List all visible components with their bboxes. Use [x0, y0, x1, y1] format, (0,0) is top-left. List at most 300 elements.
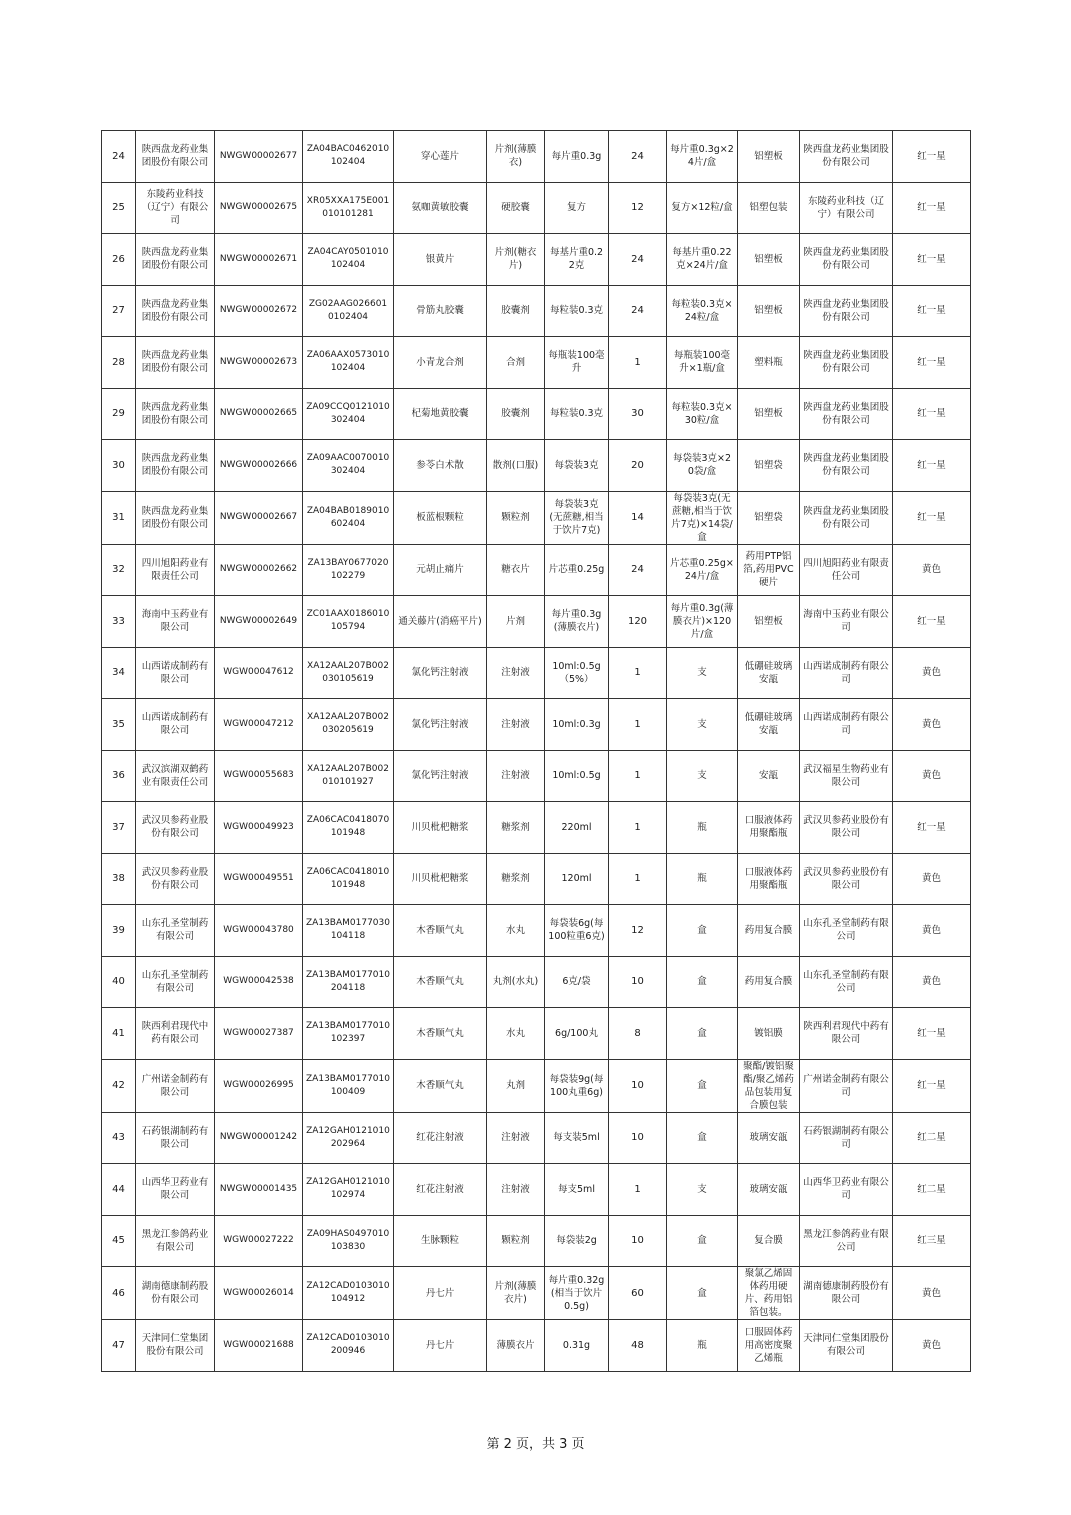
table-body: [102, 131, 971, 1372]
cell-registration-code: WGW00047612: [215, 647, 303, 699]
drug-list-table: [101, 130, 971, 1372]
cell-manufacturer: 陕西盘龙药业集团股份有限公司: [136, 131, 215, 183]
cell-dosage-form: 水丸: [487, 905, 545, 957]
cell-dosage-form: 糖浆剂: [487, 853, 545, 905]
cell-manufacturer: 陕西盘龙药业集团股份有限公司: [136, 234, 215, 286]
cell-packaging-material: 铝塑袋: [738, 491, 800, 544]
cell-product-code: ZC01AAX0186010105794: [303, 596, 394, 648]
cell-drug-name: 骨筋丸胶囊: [394, 285, 487, 337]
cell-row-number: 37: [102, 802, 136, 854]
cell-row-number: 43: [102, 1112, 136, 1164]
cell-row-number: 40: [102, 956, 136, 1008]
cell-row-number: 41: [102, 1008, 136, 1060]
cell-manufacturer: 山东孔圣堂制药有限公司: [136, 905, 215, 957]
cell-packaging-material: 铝塑板: [738, 234, 800, 286]
cell-packaging-material: 复合膜: [738, 1215, 800, 1267]
cell-status-level: 红一星: [893, 440, 971, 492]
cell-product-code: ZA09CCQ0121010302404: [303, 388, 394, 440]
cell-listing-company: 陕西盘龙药业集团股份有限公司: [800, 131, 893, 183]
cell-manufacturer: 山西华卫药业有限公司: [136, 1164, 215, 1216]
cell-product-code: ZG02AAG0266010102404: [303, 285, 394, 337]
cell-product-code: ZA06CAC0418070101948: [303, 802, 394, 854]
cell-manufacturer: 陕西盘龙药业集团股份有限公司: [136, 491, 215, 544]
cell-drug-name: 木香顺气丸: [394, 1008, 487, 1060]
cell-listing-company: 天津同仁堂集团股份有限公司: [800, 1320, 893, 1372]
cell-registration-code: NWGW00001435: [215, 1164, 303, 1216]
table-row: [102, 182, 971, 234]
cell-pack-quantity: 1: [609, 699, 667, 751]
cell-listing-company: 武汉贝参药业股份有限公司: [800, 853, 893, 905]
cell-pack-quantity: 48: [609, 1320, 667, 1372]
cell-packaging-material: 铝塑板: [738, 388, 800, 440]
table-row: [102, 1267, 971, 1320]
cell-pack-quantity: 1: [609, 1164, 667, 1216]
cell-row-number: 28: [102, 337, 136, 389]
table-row: [102, 1320, 971, 1372]
cell-pack-quantity: 30: [609, 388, 667, 440]
cell-packaging-material: 口服液体药用聚酯瓶: [738, 802, 800, 854]
cell-row-number: 24: [102, 131, 136, 183]
cell-dosage-form: 片剂(薄膜衣片): [487, 1267, 545, 1320]
table-row: [102, 750, 971, 802]
cell-specification: 0.31g: [545, 1320, 609, 1372]
cell-listing-company: 海南中玉药业有限公司: [800, 596, 893, 648]
cell-status-level: 红二星: [893, 1164, 971, 1216]
cell-package-spec: 盒: [667, 1112, 738, 1164]
cell-registration-code: WGW00049551: [215, 853, 303, 905]
cell-specification: 220ml: [545, 802, 609, 854]
cell-status-level: 黄色: [893, 956, 971, 1008]
cell-packaging-material: 玻璃安瓿: [738, 1164, 800, 1216]
cell-product-code: ZA04CAY0501010102404: [303, 234, 394, 286]
cell-row-number: 38: [102, 853, 136, 905]
cell-pack-quantity: 12: [609, 182, 667, 234]
cell-dosage-form: 注射液: [487, 647, 545, 699]
cell-package-spec: 支: [667, 647, 738, 699]
cell-package-spec: 盒: [667, 905, 738, 957]
cell-listing-company: 陕西盘龙药业集团股份有限公司: [800, 388, 893, 440]
cell-row-number: 31: [102, 491, 136, 544]
cell-manufacturer: 海南中玉药业有限公司: [136, 596, 215, 648]
cell-manufacturer: 陕西盘龙药业集团股份有限公司: [136, 337, 215, 389]
cell-registration-code: NWGW00002667: [215, 491, 303, 544]
cell-drug-name: 杞菊地黄胶囊: [394, 388, 487, 440]
cell-status-level: 黄色: [893, 544, 971, 596]
cell-manufacturer: 山西诺成制药有限公司: [136, 699, 215, 751]
cell-specification: 120ml: [545, 853, 609, 905]
cell-listing-company: 陕西盘龙药业集团股份有限公司: [800, 234, 893, 286]
cell-pack-quantity: 1: [609, 750, 667, 802]
cell-package-spec: 支: [667, 1164, 738, 1216]
cell-specification: 每袋装6g(每100粒重6克): [545, 905, 609, 957]
cell-listing-company: 山东孔圣堂制药有限公司: [800, 956, 893, 1008]
cell-registration-code: NWGW00002665: [215, 388, 303, 440]
cell-drug-name: 氯化钙注射液: [394, 647, 487, 699]
cell-pack-quantity: 8: [609, 1008, 667, 1060]
cell-pack-quantity: 1: [609, 853, 667, 905]
cell-specification: 10ml:0.5g（5%）: [545, 647, 609, 699]
table-row: [102, 699, 971, 751]
cell-pack-quantity: 1: [609, 802, 667, 854]
cell-packaging-material: 铝塑包装: [738, 182, 800, 234]
cell-registration-code: NWGW00002675: [215, 182, 303, 234]
cell-pack-quantity: 10: [609, 956, 667, 1008]
table-row: [102, 1008, 971, 1060]
cell-dosage-form: 合剂: [487, 337, 545, 389]
table-row: [102, 337, 971, 389]
cell-drug-name: 丹七片: [394, 1267, 487, 1320]
cell-status-level: 红一星: [893, 388, 971, 440]
cell-specification: 10ml:0.3g: [545, 699, 609, 751]
cell-row-number: 26: [102, 234, 136, 286]
cell-manufacturer: 陕西利君现代中药有限公司: [136, 1008, 215, 1060]
cell-specification: 每袋装3克(无蔗糖,相当于饮片7克): [545, 491, 609, 544]
table-row: [102, 956, 971, 1008]
cell-packaging-material: 药用PTP铝箔,药用PVC硬片: [738, 544, 800, 596]
cell-row-number: 33: [102, 596, 136, 648]
cell-registration-code: NWGW00002649: [215, 596, 303, 648]
cell-manufacturer: 山东孔圣堂制药有限公司: [136, 956, 215, 1008]
cell-dosage-form: 颗粒剂: [487, 1215, 545, 1267]
cell-product-code: ZA06AAX0573010102404: [303, 337, 394, 389]
cell-registration-code: WGW00042538: [215, 956, 303, 1008]
table-row: [102, 905, 971, 957]
cell-package-spec: 每片重0.3g(薄膜衣片)×120片/盒: [667, 596, 738, 648]
cell-row-number: 45: [102, 1215, 136, 1267]
cell-specification: 每基片重0.22克: [545, 234, 609, 286]
cell-status-level: 黄色: [893, 750, 971, 802]
cell-package-spec: 每袋装3克(无蔗糖,相当于饮片7克)×14袋/盒: [667, 491, 738, 544]
cell-registration-code: WGW00021688: [215, 1320, 303, 1372]
cell-manufacturer: 黑龙江参鸽药业有限公司: [136, 1215, 215, 1267]
cell-status-level: 红一星: [893, 1008, 971, 1060]
cell-product-code: ZA13BAY0677020102279: [303, 544, 394, 596]
cell-manufacturer: 石药银湖制药有限公司: [136, 1112, 215, 1164]
cell-specification: 每片重0.32g(相当于饮片0.5g): [545, 1267, 609, 1320]
cell-drug-name: 小青龙合剂: [394, 337, 487, 389]
cell-registration-code: NWGW00002671: [215, 234, 303, 286]
cell-drug-name: 氨咖黄敏胶囊: [394, 182, 487, 234]
cell-manufacturer: 天津同仁堂集团股份有限公司: [136, 1320, 215, 1372]
cell-packaging-material: 药用复合膜: [738, 905, 800, 957]
cell-listing-company: 石药银湖制药有限公司: [800, 1112, 893, 1164]
cell-pack-quantity: 24: [609, 234, 667, 286]
cell-row-number: 29: [102, 388, 136, 440]
cell-drug-name: 氯化钙注射液: [394, 699, 487, 751]
cell-dosage-form: 颗粒剂: [487, 491, 545, 544]
cell-row-number: 30: [102, 440, 136, 492]
table-row: [102, 131, 971, 183]
cell-listing-company: 黑龙江参鸽药业有限公司: [800, 1215, 893, 1267]
table-row: [102, 1112, 971, 1164]
cell-drug-name: 木香顺气丸: [394, 905, 487, 957]
table-row: [102, 802, 971, 854]
cell-registration-code: WGW00026995: [215, 1059, 303, 1112]
cell-package-spec: 每袋装3克×20袋/盒: [667, 440, 738, 492]
cell-listing-company: 广州诺金制药有限公司: [800, 1059, 893, 1112]
cell-product-code: ZA04BAC0462010102404: [303, 131, 394, 183]
cell-dosage-form: 胶囊剂: [487, 285, 545, 337]
cell-status-level: 红二星: [893, 1112, 971, 1164]
cell-packaging-material: 铝塑板: [738, 285, 800, 337]
cell-drug-name: 银黄片: [394, 234, 487, 286]
cell-specification: 复方: [545, 182, 609, 234]
cell-pack-quantity: 24: [609, 131, 667, 183]
cell-registration-code: NWGW00002662: [215, 544, 303, 596]
cell-listing-company: 陕西利君现代中药有限公司: [800, 1008, 893, 1060]
cell-product-code: ZA06CAC0418010101948: [303, 853, 394, 905]
cell-dosage-form: 注射液: [487, 1112, 545, 1164]
cell-product-code: ZA12CAD0103010104912: [303, 1267, 394, 1320]
cell-drug-name: 木香顺气丸: [394, 1059, 487, 1112]
cell-dosage-form: 注射液: [487, 750, 545, 802]
cell-manufacturer: 广州诺金制药有限公司: [136, 1059, 215, 1112]
cell-listing-company: 陕西盘龙药业集团股份有限公司: [800, 337, 893, 389]
cell-packaging-material: 塑料瓶: [738, 337, 800, 389]
cell-specification: 每粒装0.3克: [545, 285, 609, 337]
cell-packaging-material: 铝塑袋: [738, 440, 800, 492]
cell-package-spec: 盒: [667, 1008, 738, 1060]
cell-package-spec: 支: [667, 750, 738, 802]
cell-package-spec: 盒: [667, 1267, 738, 1320]
cell-status-level: 黄色: [893, 647, 971, 699]
cell-registration-code: WGW00026014: [215, 1267, 303, 1320]
table-row: [102, 491, 971, 544]
cell-packaging-material: 低硼硅玻璃安瓿: [738, 647, 800, 699]
cell-status-level: 黄色: [893, 1320, 971, 1372]
cell-drug-name: 川贝枇杷糖浆: [394, 802, 487, 854]
cell-specification: 每片重0.3g(薄膜衣片): [545, 596, 609, 648]
cell-packaging-material: 药用复合膜: [738, 956, 800, 1008]
cell-status-level: 黄色: [893, 699, 971, 751]
cell-manufacturer: 武汉贝参药业股份有限公司: [136, 853, 215, 905]
cell-drug-name: 参苓白术散: [394, 440, 487, 492]
cell-registration-code: NWGW00002673: [215, 337, 303, 389]
cell-package-spec: 盒: [667, 1059, 738, 1112]
cell-packaging-material: 聚氯乙烯固体药用硬片、药用铝箔包装。: [738, 1267, 800, 1320]
cell-product-code: XR05XXA175E001010101281: [303, 182, 394, 234]
cell-drug-name: 红花注射液: [394, 1112, 487, 1164]
table-row: [102, 440, 971, 492]
cell-product-code: ZA13BAM0177030104118: [303, 905, 394, 957]
cell-status-level: 红一星: [893, 234, 971, 286]
cell-pack-quantity: 10: [609, 1059, 667, 1112]
cell-listing-company: 东陵药业科技（辽宁）有限公司: [800, 182, 893, 234]
cell-dosage-form: 硬胶囊: [487, 182, 545, 234]
cell-packaging-material: 安瓿: [738, 750, 800, 802]
cell-product-code: ZA09HAS0497010103830: [303, 1215, 394, 1267]
cell-specification: 每片重0.3g: [545, 131, 609, 183]
cell-listing-company: 武汉贝参药业股份有限公司: [800, 802, 893, 854]
cell-status-level: 红一星: [893, 802, 971, 854]
table-row: [102, 1164, 971, 1216]
cell-manufacturer: 四川旭阳药业有限责任公司: [136, 544, 215, 596]
cell-row-number: 32: [102, 544, 136, 596]
cell-drug-name: 生脉颗粒: [394, 1215, 487, 1267]
cell-listing-company: 陕西盘龙药业集团股份有限公司: [800, 491, 893, 544]
cell-status-level: 红三星: [893, 1215, 971, 1267]
cell-row-number: 36: [102, 750, 136, 802]
cell-packaging-material: 镀铝膜: [738, 1008, 800, 1060]
cell-row-number: 47: [102, 1320, 136, 1372]
cell-package-spec: 瓶: [667, 1320, 738, 1372]
cell-dosage-form: 薄膜衣片: [487, 1320, 545, 1372]
cell-registration-code: WGW00049923: [215, 802, 303, 854]
cell-manufacturer: 山西诺成制药有限公司: [136, 647, 215, 699]
cell-package-spec: 每基片重0.22克×24片/盒: [667, 234, 738, 286]
cell-manufacturer: 东陵药业科技（辽宁）有限公司: [136, 182, 215, 234]
cell-drug-name: 通关藤片(消癌平片): [394, 596, 487, 648]
cell-drug-name: 氯化钙注射液: [394, 750, 487, 802]
cell-dosage-form: 糖浆剂: [487, 802, 545, 854]
cell-status-level: 红一星: [893, 285, 971, 337]
table-row: [102, 285, 971, 337]
cell-pack-quantity: 1: [609, 647, 667, 699]
cell-row-number: 25: [102, 182, 136, 234]
cell-listing-company: 四川旭阳药业有限责任公司: [800, 544, 893, 596]
cell-drug-name: 木香顺气丸: [394, 956, 487, 1008]
cell-product-code: XA12AAL207B002030205619: [303, 699, 394, 751]
cell-specification: 每瓶装100毫升: [545, 337, 609, 389]
cell-listing-company: 陕西盘龙药业集团股份有限公司: [800, 285, 893, 337]
cell-listing-company: 湖南德康制药股份有限公司: [800, 1267, 893, 1320]
cell-listing-company: 山东孔圣堂制药有限公司: [800, 905, 893, 957]
cell-row-number: 35: [102, 699, 136, 751]
cell-status-level: 红一星: [893, 131, 971, 183]
table-row: [102, 647, 971, 699]
cell-status-level: 红一星: [893, 491, 971, 544]
cell-package-spec: 片芯重0.25g×24片/盒: [667, 544, 738, 596]
cell-product-code: ZA12GAH0121010202964: [303, 1112, 394, 1164]
cell-pack-quantity: 10: [609, 1215, 667, 1267]
cell-row-number: 27: [102, 285, 136, 337]
cell-package-spec: 复方×12粒/盒: [667, 182, 738, 234]
cell-pack-quantity: 14: [609, 491, 667, 544]
cell-pack-quantity: 1: [609, 337, 667, 389]
table-row: [102, 388, 971, 440]
cell-dosage-form: 片剂(薄膜衣): [487, 131, 545, 183]
cell-specification: 片芯重0.25g: [545, 544, 609, 596]
cell-product-code: ZA12GAH0121010102974: [303, 1164, 394, 1216]
cell-manufacturer: 陕西盘龙药业集团股份有限公司: [136, 440, 215, 492]
cell-product-code: ZA13BAM0177010100409: [303, 1059, 394, 1112]
cell-status-level: 红一星: [893, 337, 971, 389]
cell-packaging-material: 聚酯/镀铝聚酯/聚乙烯药品包装用复合膜包装: [738, 1059, 800, 1112]
cell-registration-code: NWGW00002666: [215, 440, 303, 492]
cell-product-code: ZA09AAC0070010302404: [303, 440, 394, 492]
cell-package-spec: 瓶: [667, 802, 738, 854]
table-row: [102, 853, 971, 905]
cell-registration-code: NWGW00001242: [215, 1112, 303, 1164]
cell-dosage-form: 注射液: [487, 1164, 545, 1216]
cell-dosage-form: 丸剂: [487, 1059, 545, 1112]
cell-registration-code: WGW00047212: [215, 699, 303, 751]
table-row: [102, 544, 971, 596]
cell-specification: 每袋装9g(每100丸重6g): [545, 1059, 609, 1112]
cell-manufacturer: 武汉贝参药业股份有限公司: [136, 802, 215, 854]
cell-registration-code: WGW00055683: [215, 750, 303, 802]
cell-specification: 6克/袋: [545, 956, 609, 1008]
cell-listing-company: 山西诺成制药有限公司: [800, 699, 893, 751]
cell-listing-company: 山西华卫药业有限公司: [800, 1164, 893, 1216]
cell-package-spec: 每瓶装100毫升×1瓶/盒: [667, 337, 738, 389]
cell-specification: 每支5ml: [545, 1164, 609, 1216]
cell-packaging-material: 低硼硅玻璃安瓿: [738, 699, 800, 751]
cell-dosage-form: 丸剂(水丸): [487, 956, 545, 1008]
cell-packaging-material: 口服固体药用高密度聚乙烯瓶: [738, 1320, 800, 1372]
cell-row-number: 34: [102, 647, 136, 699]
cell-package-spec: 每粒装0.3克×24粒/盒: [667, 285, 738, 337]
table-row: [102, 234, 971, 286]
cell-product-code: ZA13BAM0177010102397: [303, 1008, 394, 1060]
cell-pack-quantity: 10: [609, 1112, 667, 1164]
cell-drug-name: 板蓝根颗粒: [394, 491, 487, 544]
cell-drug-name: 红花注射液: [394, 1164, 487, 1216]
cell-pack-quantity: 24: [609, 285, 667, 337]
cell-specification: 10ml:0.5g: [545, 750, 609, 802]
cell-drug-name: 元胡止痛片: [394, 544, 487, 596]
cell-package-spec: 每片重0.3g×24片/盒: [667, 131, 738, 183]
cell-pack-quantity: 20: [609, 440, 667, 492]
table-row: [102, 1059, 971, 1112]
table-row: [102, 596, 971, 648]
cell-dosage-form: 注射液: [487, 699, 545, 751]
cell-pack-quantity: 60: [609, 1267, 667, 1320]
cell-registration-code: NWGW00002672: [215, 285, 303, 337]
cell-listing-company: 陕西盘龙药业集团股份有限公司: [800, 440, 893, 492]
cell-dosage-form: 水丸: [487, 1008, 545, 1060]
cell-product-code: ZA13BAM0177010204118: [303, 956, 394, 1008]
cell-specification: 6g/100丸: [545, 1008, 609, 1060]
cell-dosage-form: 糖衣片: [487, 544, 545, 596]
cell-listing-company: 武汉福星生物药业有限公司: [800, 750, 893, 802]
cell-drug-name: 丹七片: [394, 1320, 487, 1372]
cell-packaging-material: 玻璃安瓿: [738, 1112, 800, 1164]
cell-dosage-form: 片剂: [487, 596, 545, 648]
cell-status-level: 红一星: [893, 1059, 971, 1112]
cell-listing-company: 山西诺成制药有限公司: [800, 647, 893, 699]
cell-registration-code: WGW00043780: [215, 905, 303, 957]
page-footer: 第 2 页，共 3 页: [486, 1437, 585, 1452]
cell-pack-quantity: 120: [609, 596, 667, 648]
cell-manufacturer: 陕西盘龙药业集团股份有限公司: [136, 285, 215, 337]
cell-package-spec: 瓶: [667, 853, 738, 905]
cell-status-level: 红一星: [893, 596, 971, 648]
cell-status-level: 黄色: [893, 1267, 971, 1320]
cell-product-code: ZA12CAD0103010200946: [303, 1320, 394, 1372]
cell-package-spec: 盒: [667, 1215, 738, 1267]
cell-specification: 每支装5ml: [545, 1112, 609, 1164]
cell-product-code: ZA04BAB0189010602404: [303, 491, 394, 544]
cell-manufacturer: 陕西盘龙药业集团股份有限公司: [136, 388, 215, 440]
cell-package-spec: 盒: [667, 956, 738, 1008]
cell-row-number: 44: [102, 1164, 136, 1216]
cell-package-spec: 支: [667, 699, 738, 751]
cell-drug-name: 穿心莲片: [394, 131, 487, 183]
cell-status-level: 黄色: [893, 853, 971, 905]
cell-manufacturer: 湖南德康制药股份有限公司: [136, 1267, 215, 1320]
cell-specification: 每袋装2g: [545, 1215, 609, 1267]
cell-status-level: 黄色: [893, 905, 971, 957]
cell-specification: 每袋装3克: [545, 440, 609, 492]
cell-registration-code: NWGW00002677: [215, 131, 303, 183]
cell-status-level: 红一星: [893, 182, 971, 234]
cell-dosage-form: 胶囊剂: [487, 388, 545, 440]
cell-manufacturer: 武汉滨湖双鹤药业有限责任公司: [136, 750, 215, 802]
cell-pack-quantity: 24: [609, 544, 667, 596]
cell-dosage-form: 散剂(口服): [487, 440, 545, 492]
cell-packaging-material: 铝塑板: [738, 596, 800, 648]
